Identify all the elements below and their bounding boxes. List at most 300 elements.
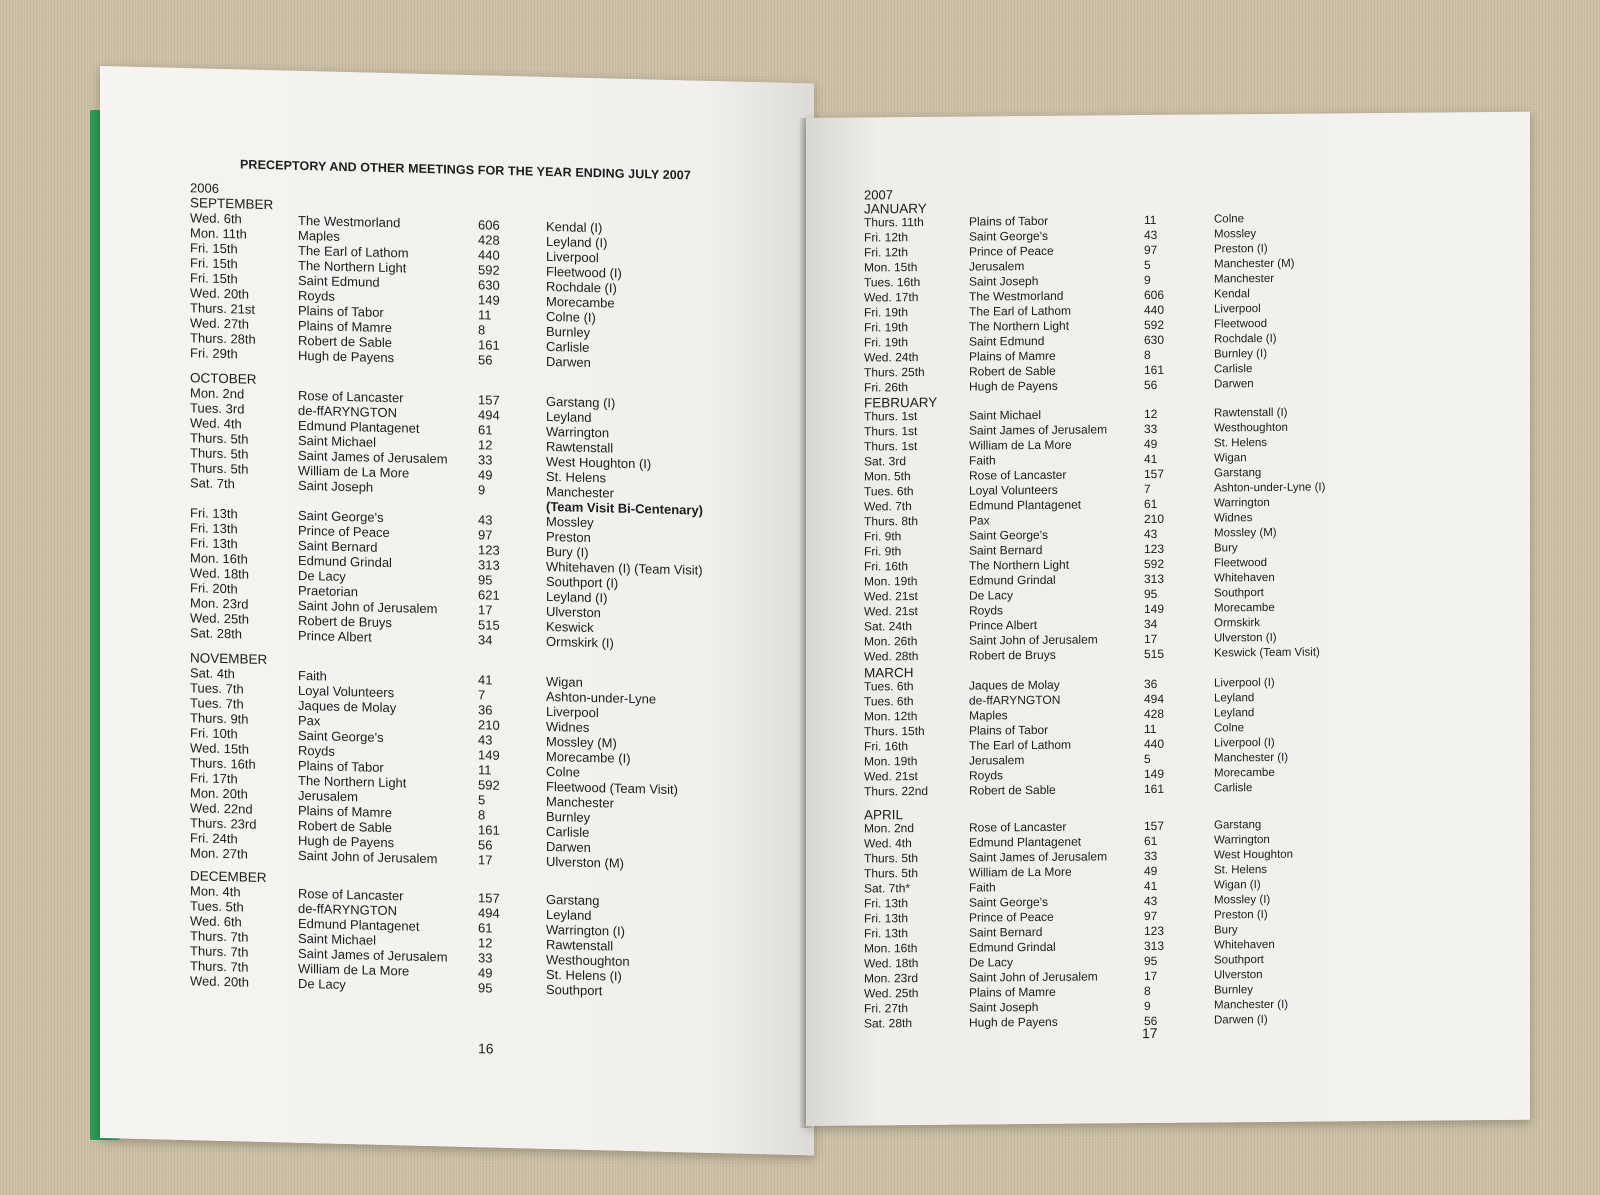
preceptory-number: 157 (1144, 466, 1165, 482)
meeting-date: Mon. 19th (864, 754, 918, 769)
preceptory-number: 313 (1144, 938, 1165, 954)
preceptory-name: Saint George's (969, 527, 1049, 543)
meeting-place: Ashton-under-Lyne (I) (1214, 481, 1326, 495)
preceptory-name: Robert de Sable (969, 782, 1056, 798)
meeting-date: Tues. 7th (190, 695, 244, 712)
preceptory-name: Prince Albert (969, 617, 1038, 633)
preceptory-number: 33 (1144, 848, 1158, 864)
preceptory-number: 41 (1144, 451, 1158, 467)
meeting-date: Sat. 7th* (864, 881, 911, 896)
meeting-place: Kendal (1214, 288, 1250, 301)
meeting-date: Wed. 22nd (190, 800, 253, 817)
preceptory-name: Edmund Grindal (969, 572, 1056, 588)
meeting-place: Leyland (1214, 707, 1255, 720)
meeting-date: Mon. 19th (864, 574, 918, 589)
preceptory-number: 7 (1144, 481, 1151, 497)
preceptory-number: 33 (478, 452, 493, 468)
meeting-place: Southport (1214, 587, 1264, 600)
preceptory-name: de-ffARYNGTON (298, 402, 397, 421)
preceptory-number: 515 (1144, 646, 1165, 662)
meeting-place: Leyland (I) (546, 233, 608, 251)
meeting-place: Fleetwood (Team Visit) (546, 778, 678, 798)
preceptory-number: 157 (1144, 818, 1165, 834)
preceptory-number: 36 (478, 702, 493, 718)
meeting-date: Sat. 7th (190, 475, 235, 492)
preceptory-number: 97 (1144, 908, 1158, 924)
preceptory-number: 12 (478, 935, 493, 951)
meeting-place: Ulverston (1214, 969, 1263, 982)
meeting-date: Fri. 27th (864, 1001, 909, 1016)
preceptory-name: Royds (969, 768, 1004, 783)
meeting-date: Thurs. 5th (190, 460, 249, 477)
preceptory-number: 149 (1144, 601, 1165, 617)
meeting-date: Sat. 24th (864, 619, 913, 634)
meeting-place: Warrington (I) (546, 921, 625, 939)
preceptory-name: The Northern Light (298, 257, 407, 276)
preceptory-name: Edmund Plantagenet (298, 417, 420, 436)
preceptory-name: Saint Joseph (969, 999, 1039, 1015)
preceptory-name: Royds (969, 603, 1004, 618)
meeting-date: Mon. 5th (864, 469, 911, 484)
month-label-november: NOVEMBER (190, 650, 268, 668)
preceptory-name: Jerusalem (969, 753, 1025, 768)
meeting-date: Mon. 12th (864, 709, 918, 724)
preceptory-number: 313 (1144, 571, 1165, 587)
meeting-place: Rochdale (I) (546, 278, 617, 296)
preceptory-number: 17 (478, 852, 493, 868)
meeting-date: Wed. 25th (864, 986, 919, 1001)
preceptory-number: 161 (478, 822, 500, 838)
preceptory-number: 95 (478, 572, 493, 588)
meeting-date: Mon. 27th (190, 845, 248, 862)
preceptory-number: 11 (478, 762, 492, 778)
preceptory-name: Royds (298, 287, 335, 304)
preceptory-number: 123 (1144, 541, 1165, 557)
preceptory-number: 17 (1144, 631, 1158, 647)
preceptory-name: Saint John of Jerusalem (298, 847, 438, 867)
preceptory-number: 123 (478, 542, 500, 558)
meeting-date: Fri. 13th (190, 520, 238, 537)
meeting-date: Thurs. 11th (864, 214, 924, 230)
preceptory-name: Saint George's (969, 894, 1049, 910)
preceptory-number: 440 (478, 247, 500, 263)
meeting-date: Wed. 21st (864, 769, 918, 784)
meeting-date: Mon. 2nd (190, 385, 245, 402)
meeting-place: Mossley (M) (1214, 526, 1277, 540)
meeting-place: Manchester (546, 793, 614, 811)
meeting-place: Liverpool (546, 248, 599, 266)
preceptory-number: 149 (478, 292, 500, 308)
preceptory-number: 494 (478, 905, 500, 921)
preceptory-number: 43 (1144, 893, 1158, 909)
meeting-place: West Houghton (1214, 848, 1294, 862)
preceptory-name: Rose of Lancaster (298, 387, 404, 406)
meeting-place: Manchester (I) (1214, 998, 1289, 1012)
meeting-place: Manchester (I) (1214, 751, 1289, 765)
meeting-date: Tues. 3rd (190, 400, 245, 417)
preceptory-number: 49 (1144, 863, 1158, 879)
preceptory-number: 56 (478, 837, 493, 853)
preceptory-number: 210 (478, 717, 500, 733)
preceptory-name: Saint John of Jerusalem (298, 597, 438, 617)
preceptory-number: 210 (1144, 511, 1165, 527)
preceptory-name: Hugh de Payens (969, 1014, 1058, 1030)
meeting-place: Colne (546, 763, 580, 780)
meeting-date: Tues. 5th (190, 898, 244, 915)
year-label: 2007 (864, 187, 893, 203)
month-label-october: OCTOBER (190, 370, 257, 387)
meeting-date: Thurs. 22nd (864, 783, 929, 799)
meeting-place: Fleetwood (1214, 556, 1268, 570)
preceptory-name: Saint Bernard (969, 924, 1043, 940)
preceptory-number: 95 (1144, 953, 1158, 969)
preceptory-name: Hugh de Payens (298, 347, 395, 366)
preceptory-name: William de La More (298, 462, 410, 481)
preceptory-name: The Earl of Lathom (969, 303, 1072, 319)
meeting-place: Southport (I) (546, 573, 619, 591)
preceptory-name: Saint George's (298, 507, 384, 525)
preceptory-name: Jaques de Molay (969, 677, 1060, 693)
meeting-date: Sat. 3rd (864, 454, 907, 469)
preceptory-name: Rose of Lancaster (298, 885, 404, 904)
meeting-date: Thurs. 1st (864, 439, 918, 454)
preceptory-name: Saint Edmund (298, 272, 380, 290)
page-number: 17 (1142, 1024, 1158, 1042)
preceptory-number: 157 (478, 392, 500, 408)
meeting-date: Thurs. 5th (190, 445, 249, 462)
preceptory-name: Prince Albert (298, 627, 372, 645)
preceptory-number: 494 (1144, 691, 1165, 707)
preceptory-number: 49 (478, 965, 493, 981)
preceptory-name: Edmund Grindal (969, 939, 1056, 955)
meeting-place: Wigan (546, 673, 583, 690)
meeting-place: Preston (546, 528, 591, 545)
preceptory-number: 56 (478, 352, 493, 368)
month-label-april: APRIL (864, 807, 904, 823)
preceptory-number: 8 (1144, 347, 1151, 363)
preceptory-name: Saint Bernard (298, 537, 378, 555)
meeting-place: Darwen (546, 838, 591, 855)
month-label-february: FEBRUARY (864, 394, 938, 411)
preceptory-name: Robert de Sable (969, 363, 1056, 379)
meeting-date: Mon. 15th (864, 260, 918, 275)
meeting-date: Mon. 23rd (190, 595, 249, 612)
preceptory-name: Hugh de Payens (969, 378, 1058, 394)
preceptory-name: Saint Michael (298, 930, 377, 948)
meeting-date: Fri. 15th (190, 270, 238, 287)
meeting-place: Ormskirk (I) (546, 633, 614, 651)
preceptory-number: 12 (1144, 406, 1158, 422)
preceptory-number: 630 (1144, 332, 1165, 348)
preceptory-name: De Lacy (969, 955, 1014, 970)
preceptory-name: Robert de Sable (298, 332, 392, 351)
preceptory-name: Robert de Bruys (969, 647, 1056, 663)
preceptory-number: 5 (1144, 751, 1151, 767)
meeting-date: Fri. 10th (190, 725, 238, 742)
meeting-date: Sat. 4th (190, 665, 235, 682)
meeting-place: Widnes (546, 718, 590, 735)
preceptory-name: Maples (969, 708, 1008, 723)
preceptory-number: 592 (1144, 317, 1165, 333)
meeting-place: Kendal (I) (546, 218, 603, 236)
preceptory-name: Saint John of Jerusalem (969, 969, 1098, 985)
meeting-date: Thurs. 5th (190, 430, 249, 447)
meeting-date: Mon. 16th (190, 550, 248, 567)
preceptory-name: The Northern Light (969, 318, 1070, 334)
meeting-place: Rawtenstall (546, 936, 614, 954)
meeting-date: Thurs. 25th (864, 364, 925, 380)
preceptory-name: Faith (298, 667, 327, 684)
meeting-place: Fleetwood (1214, 317, 1268, 331)
preceptory-number: 161 (1144, 781, 1165, 797)
preceptory-name: Saint James of Jerusalem (298, 945, 448, 965)
preceptory-number: 8 (1144, 983, 1151, 999)
preceptory-name: Plains of Mamre (969, 984, 1056, 1000)
preceptory-number: 161 (478, 337, 500, 353)
meeting-place: Garstang (1214, 467, 1262, 480)
meeting-place: Liverpool (1214, 303, 1261, 316)
preceptory-number: 606 (478, 217, 500, 233)
preceptory-name: Plains of Mamre (969, 348, 1056, 364)
meeting-place: Preston (I) (1214, 242, 1268, 256)
meeting-place: Carlisle (1214, 363, 1253, 376)
meeting-date: Fri. 20th (190, 580, 238, 597)
preceptory-name: Pax (969, 513, 990, 528)
month-label-march: MARCH (864, 665, 914, 681)
preceptory-name: de-ffARYNGTON (969, 692, 1061, 708)
meeting-place: Colne (I) (546, 308, 596, 326)
preceptory-number: 515 (478, 617, 500, 633)
preceptory-name: William de La More (969, 864, 1072, 880)
meeting-place: Morecambe (I) (546, 748, 631, 766)
preceptory-number: 61 (478, 422, 493, 438)
preceptory-name: Edmund Plantagenet (969, 834, 1082, 850)
meeting-place: Carlisle (546, 338, 590, 355)
meeting-date: Wed. 4th (190, 415, 242, 432)
meeting-place: Liverpool (546, 703, 599, 721)
preceptory-name: Faith (969, 880, 996, 895)
meeting-date: Fri. 24th (190, 830, 238, 847)
preceptory-name: Faith (969, 453, 996, 468)
preceptory-name: The Earl of Lathom (969, 737, 1072, 753)
preceptory-name: Saint Michael (298, 432, 377, 450)
meeting-place: Colne (1214, 722, 1245, 735)
meeting-place: Morecambe (1214, 766, 1275, 780)
preceptory-number: 33 (478, 950, 493, 966)
preceptory-number: 123 (1144, 923, 1165, 939)
preceptory-number: 61 (1144, 496, 1158, 512)
meeting-date: Wed. 25th (190, 610, 250, 627)
meeting-place: Southport (1214, 954, 1264, 967)
preceptory-number: 313 (478, 557, 500, 573)
meeting-place: Garstang (I) (546, 393, 616, 411)
meeting-place: Burnley (1214, 984, 1253, 997)
preceptory-number: 11 (1144, 212, 1157, 228)
meeting-place: (Team Visit Bi-Centenary) (546, 498, 704, 518)
preceptory-number: 5 (478, 792, 486, 808)
preceptory-name: Plains of Tabor (969, 213, 1049, 229)
preceptory-number: 11 (1144, 721, 1157, 737)
meeting-place: Keswick (Team Visit) (1214, 646, 1320, 660)
meeting-place: Liverpool (I) (1214, 736, 1275, 750)
meeting-place: Warrington (1214, 496, 1270, 510)
meeting-date: Thurs. 5th (864, 866, 919, 881)
preceptory-name: Edmund Grindal (298, 552, 392, 571)
meeting-place: Whitehaven (I) (Team Visit) (546, 558, 703, 578)
meeting-date: Fri. 16th (864, 739, 909, 754)
preceptory-name: Loyal Volunteers (969, 482, 1058, 498)
meeting-place: Whitehaven (1214, 571, 1275, 585)
preceptory-number: 56 (1144, 377, 1158, 393)
meeting-date: Fri. 16th (864, 559, 909, 574)
meeting-date: Fri. 12th (864, 230, 909, 245)
meeting-place: Burnley (546, 323, 591, 340)
meeting-place: Leyland (546, 408, 592, 426)
preceptory-number: 61 (1144, 833, 1158, 849)
meeting-date: Thurs. 7th (190, 958, 249, 975)
preceptory-name: Prince of Peace (969, 909, 1054, 925)
meeting-date: Thurs. 1st (864, 424, 918, 439)
meeting-place: Rochdale (I) (1214, 332, 1277, 346)
preceptory-name: Jaques de Molay (298, 697, 397, 716)
meeting-date: Wed. 21st (864, 604, 918, 619)
meeting-date: Wed. 18th (864, 956, 919, 971)
meeting-place: Leyland (546, 906, 592, 924)
meeting-date: Tues. 6th (864, 679, 914, 694)
preceptory-name: Saint Edmund (969, 333, 1045, 349)
meeting-place: St. Helens (1214, 863, 1268, 877)
preceptory-number: 41 (1144, 878, 1158, 894)
meeting-place: Wigan (1214, 452, 1247, 465)
preceptory-name: Prince of Peace (298, 522, 390, 541)
preceptory-name: Robert de Bruys (298, 612, 392, 631)
meeting-date: Tues. 6th (864, 484, 914, 499)
preceptory-number: 11 (478, 307, 492, 323)
meeting-place: Liverpool (I) (1214, 676, 1275, 690)
meeting-place: Manchester (546, 483, 614, 501)
meeting-place: Ashton-under-Lyne (546, 688, 657, 707)
meeting-place: Fleetwood (I) (546, 263, 622, 281)
meeting-date: Mon. 26th (864, 634, 918, 649)
preceptory-number: 592 (478, 262, 500, 278)
preceptory-name: Saint Michael (969, 407, 1042, 423)
preceptory-name: Saint James of Jerusalem (298, 447, 448, 467)
meeting-date: Fri. 19th (864, 320, 909, 335)
preceptory-number: 36 (1144, 676, 1158, 692)
meeting-date: Wed. 4th (864, 836, 912, 851)
preceptory-name: Royds (298, 742, 335, 759)
preceptory-number: 33 (1144, 421, 1158, 437)
preceptory-number: 97 (478, 527, 493, 543)
meeting-date: Fri. 19th (864, 335, 909, 350)
meeting-date: Sat. 28th (190, 625, 243, 642)
meeting-date: Thurs. 9th (190, 710, 249, 727)
meeting-date: Fri. 19th (864, 305, 909, 320)
meeting-date: Wed. 28th (864, 649, 919, 664)
preceptory-name: Prince of Peace (969, 243, 1054, 259)
preceptory-name: Saint George's (969, 228, 1049, 244)
meeting-date: Wed. 6th (190, 210, 242, 227)
preceptory-name: De Lacy (298, 567, 346, 585)
meeting-place: Darwen (546, 353, 591, 370)
meeting-date: Tues. 7th (190, 680, 244, 697)
meeting-date: Thurs. 15th (864, 723, 925, 739)
preceptory-name: Edmund Plantagenet (969, 497, 1082, 513)
meeting-date: Mon. 23rd (864, 971, 919, 986)
preceptory-number: 5 (1144, 257, 1151, 273)
meeting-place: Manchester (M) (1214, 257, 1295, 271)
preceptory-number: 149 (478, 747, 500, 763)
meeting-place: Garstang (546, 891, 600, 909)
meeting-place: Mossley (546, 513, 594, 531)
meeting-date: Thurs. 7th (190, 928, 249, 945)
preceptory-number: 17 (1144, 968, 1158, 984)
meeting-date: Thurs. 21st (190, 300, 256, 317)
meeting-place: Morecambe (546, 293, 615, 311)
preceptory-number: 428 (1144, 706, 1165, 722)
preceptory-name: Saint Joseph (298, 477, 374, 495)
meeting-date: Fri. 29th (190, 345, 238, 362)
meeting-date: Fri. 13th (864, 911, 909, 926)
preceptory-name: Saint John of Jerusalem (969, 632, 1098, 648)
right-page (806, 112, 1530, 1126)
preceptory-name: Edmund Plantagenet (298, 915, 420, 934)
meeting-place: Westhoughton (1214, 421, 1288, 435)
meeting-date: Thurs. 5th (864, 851, 919, 866)
meeting-date: Mon. 20th (190, 785, 248, 802)
preceptory-number: 95 (478, 980, 493, 996)
meeting-place: Garstang (1214, 819, 1262, 832)
meeting-place: Ulverston (546, 603, 601, 621)
preceptory-number: 95 (1144, 586, 1158, 602)
meeting-date: Fri. 12th (864, 245, 909, 260)
meeting-place: Darwen (I) (1214, 1013, 1268, 1027)
meeting-place: Southport (546, 981, 603, 999)
preceptory-number: 34 (478, 632, 493, 648)
preceptory-number: 43 (1144, 227, 1158, 243)
meeting-date: Wed. 24th (864, 350, 919, 365)
meeting-date: Thurs. 7th (190, 943, 249, 960)
meeting-date: Fri. 13th (190, 505, 238, 522)
meeting-date: Wed. 20th (190, 973, 250, 990)
preceptory-name: The Westmorland (298, 212, 401, 231)
preceptory-name: Saint Bernard (969, 542, 1043, 558)
meeting-place: Keswick (546, 618, 594, 636)
preceptory-name: Rose of Lancaster (969, 819, 1067, 835)
preceptory-name: De Lacy (969, 588, 1014, 603)
preceptory-name: The Earl of Lathom (298, 242, 409, 261)
month-label-january: JANUARY (864, 200, 927, 217)
preceptory-name: Loyal Volunteers (298, 682, 395, 701)
meeting-place: West Houghton (I) (546, 453, 652, 472)
preceptory-number: 12 (478, 437, 493, 453)
preceptory-name: Saint James of Jerusalem (969, 849, 1108, 865)
preceptory-number: 7 (478, 687, 486, 703)
meeting-place: Leyland (I) (546, 588, 608, 606)
preceptory-name: The Northern Light (298, 772, 407, 791)
preceptory-number: 8 (478, 807, 486, 823)
meeting-date: Wed. 27th (190, 315, 250, 332)
preceptory-name: De Lacy (298, 975, 346, 993)
preceptory-number: 97 (1144, 242, 1158, 258)
meeting-date: Mon. 4th (190, 883, 241, 900)
meeting-place: Ulverston (I) (1214, 631, 1277, 645)
preceptory-name: Jerusalem (969, 259, 1025, 274)
preceptory-number: 17 (478, 602, 493, 618)
month-label-september: SEPTEMBER (190, 195, 274, 213)
meeting-date: Wed. 7th (864, 499, 912, 514)
meeting-date: Fri. 9th (864, 529, 902, 544)
